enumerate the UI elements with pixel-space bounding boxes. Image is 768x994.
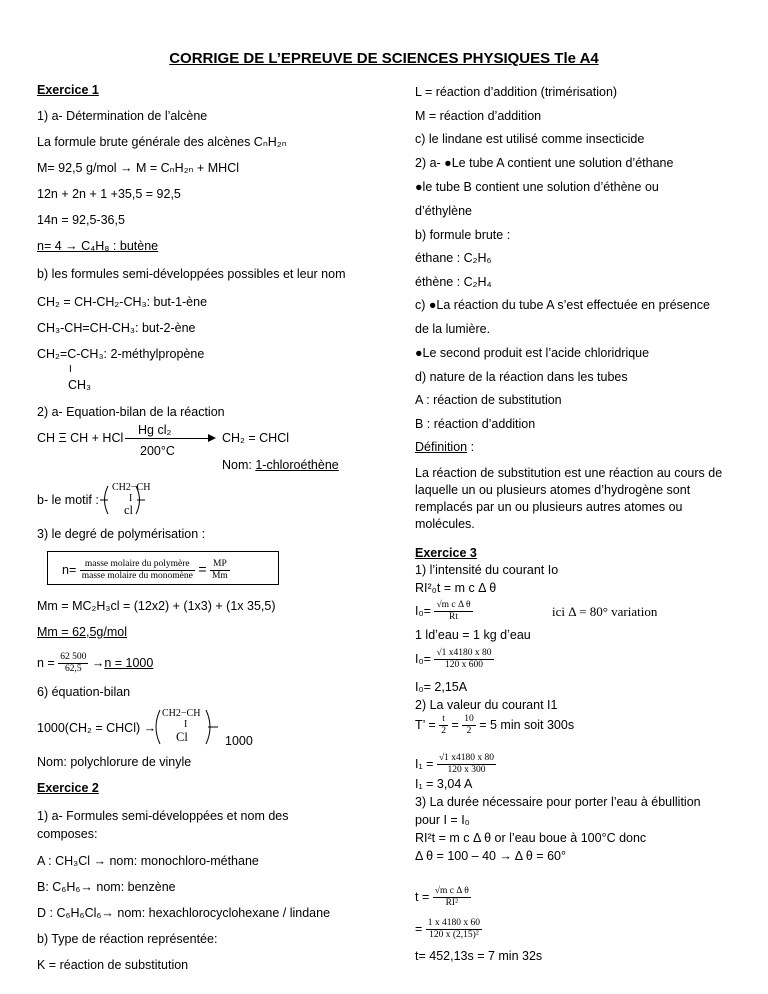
formula-t-numeric: = $\frac{1 x 4180 x 60}{\text{120 x (2,15)²}}$ bbox=[415, 918, 481, 940]
motif-chlorine: cl bbox=[124, 503, 134, 517]
n-calculation: n = $\frac{62 500}{62,5}$ →n = 1000 bbox=[37, 652, 154, 674]
reaction-reactants: CH Ξ CH + HCl bbox=[37, 431, 124, 445]
text-line: A : CH₃Cl → nom: monochloro-méthane bbox=[37, 854, 259, 868]
motif-bond: I bbox=[129, 493, 133, 504]
text-line: 6) équation-bilan bbox=[37, 685, 131, 699]
text-line: M = réaction d’addition bbox=[415, 109, 542, 123]
text-line: CH₃-CH=CH-CH₃: but-2-ène bbox=[37, 321, 196, 335]
text-line: 1) a- Détermination de l’alcène bbox=[37, 109, 208, 123]
motif-chain: CH2−CH bbox=[112, 482, 151, 493]
text-line: c) le lindane est utilisé comme insecticide bbox=[415, 132, 645, 146]
text-line: D : C₆H₆Cl₆→ nom: hexachlorocyclohexane / lindane bbox=[37, 906, 331, 920]
text-line: Δ θ = 100 – 40 → Δ θ = 60° bbox=[415, 849, 566, 863]
definition-label: Définition : bbox=[415, 440, 475, 454]
text-line: B : réaction d’addition bbox=[415, 417, 536, 431]
polymer-equation: 1000(CH₂ = CHCl) → bbox=[37, 721, 157, 735]
text-line: B: C₆H₆→ nom: benzène bbox=[37, 880, 176, 894]
text-line: 3) le degré de polymérisation : bbox=[37, 527, 206, 541]
formula-io: I₀= $\frac{\text{√m c Δ θ}}{Rt}$ bbox=[415, 600, 471, 622]
text-line: Nom: polychlorure de vinyle bbox=[37, 755, 192, 769]
reaction-product: CH₂ = CHCl bbox=[222, 431, 290, 445]
text-line: L = réaction d’addition (trimérisation) bbox=[415, 85, 618, 99]
text-line: 1) a- Formules semi-développées et nom des bbox=[37, 809, 289, 823]
text-line: CH₂=C-CH₃: 2-méthylpropène bbox=[37, 347, 205, 361]
motif-label: b- le motif : bbox=[37, 493, 99, 507]
polymer-index: 1000 bbox=[225, 734, 253, 748]
text-line: ●le tube B contient une solution d’éthène ou bbox=[415, 180, 659, 194]
text-line: éthane : C₂H₆ bbox=[415, 251, 492, 265]
text-line: b) Type de réaction représentée: bbox=[37, 932, 218, 946]
exercise-3-heading: Exercice 3 bbox=[415, 546, 477, 560]
branch-bond: I bbox=[69, 364, 72, 375]
reaction-arrow bbox=[125, 438, 211, 439]
text-line: Mm = MC₂H₃cl = (12x2) + (1x3) + (1x 35,5) bbox=[37, 599, 276, 613]
text-line: d’éthylène bbox=[415, 204, 472, 218]
polymer-bond: I bbox=[184, 719, 188, 730]
text-line: 1 ldʼeau = 1 kg dʼeau bbox=[415, 628, 531, 642]
text-line: de la lumière. bbox=[415, 322, 491, 336]
text-line: éthène : C₂H₄ bbox=[415, 275, 492, 289]
formula-t-prime: T’ = $\frac{t}{2}$ = $\frac{10}{2}$ = 5 min soit 300s bbox=[415, 714, 575, 736]
formula-io-numeric: I₀= $\frac{√1 x4180 x 80}{120 x 600}$ bbox=[415, 648, 492, 670]
text-line: CH₃ bbox=[68, 378, 92, 392]
polymer-chlorine: Cl bbox=[176, 730, 188, 744]
text-line: ●Le second produit est l’acide chloridrique bbox=[415, 346, 650, 360]
text-line: 2) a- Equation-bilan de la réaction bbox=[37, 405, 225, 419]
text-line: 14n = 92,5-36,5 bbox=[37, 213, 125, 227]
text-line: d) nature de la réaction dans les tubes bbox=[415, 370, 628, 384]
text-line: 2) La valeur du courant I1 bbox=[415, 698, 558, 712]
polymer-chain: CH2−CH bbox=[162, 708, 201, 719]
text-line: La formule brute générale des alcènes CₙH₂ₙ bbox=[37, 135, 287, 149]
formula-i1: I₁ = $\frac{√1 x4180 x 80}{120 x 300}$ bbox=[415, 753, 495, 775]
text-line: pour I = I₀ bbox=[415, 813, 470, 827]
exercise-1-heading: Exercice 1 bbox=[37, 83, 99, 97]
product-name: Nom: 1-chloroéthène bbox=[222, 458, 339, 472]
result-line: t= 452,13s = 7 min 32s bbox=[415, 949, 543, 963]
text-line: RI²t = m c Δ θ or l’eau boue à 100°C donc bbox=[415, 831, 647, 845]
text-line: 3) La durée nécessaire pour porter l’eau à ébullition bbox=[415, 795, 701, 809]
result-line: Mm = 62,5g/mol bbox=[37, 625, 127, 639]
reaction-catalyst: Hg cl₂ bbox=[138, 423, 172, 437]
reaction-temperature: 200°C bbox=[140, 444, 175, 458]
result-line: I₁ = 3,04 A bbox=[415, 777, 473, 791]
text-line: A : réaction de substitution bbox=[415, 393, 562, 407]
text-line: 1) l’intensité du courant Io bbox=[415, 563, 559, 577]
definition-text: La réaction de substitution est une réaction au cours de laquelle un ou plusieurs atomes d’hydrogène sont remplacés par un ou plusieurs autres atomes ou molécules. bbox=[415, 466, 723, 531]
text-line: c) ●La réaction du tube A s’est effectuée en présence bbox=[415, 298, 711, 312]
reaction-arrow-head bbox=[208, 434, 216, 442]
text-line: composes: bbox=[37, 827, 98, 841]
text-line: M= 92,5 g/mol → M = CₙH₂ₙ + MHCl bbox=[37, 161, 240, 175]
text-line: b) les formules semi-développées possibles et leur nom bbox=[37, 267, 346, 281]
formula-t: t = $\frac{\text{√m c Δ θ}}{\text{RI²}}$ bbox=[415, 886, 469, 908]
result-line: n= 4 → C₄H₈ : butène bbox=[37, 239, 159, 253]
variation-note: ici Δ = 80° variation bbox=[552, 604, 658, 619]
exercise-2-heading: Exercice 2 bbox=[37, 781, 99, 795]
result-line: I₀= 2,15A bbox=[415, 680, 468, 694]
text-line: 2) a- ●Le tube A contient une solution d’éthane bbox=[415, 156, 674, 170]
text-line: RI²₀t = m c Δ θ bbox=[415, 581, 497, 595]
text-line: CH₂ = CH-CH₂-CH₃: but-1-ène bbox=[37, 295, 208, 309]
text-line: b) formule brute : bbox=[415, 228, 511, 242]
page-title: CORRIGE DE L’EPREUVE DE SCIENCES PHYSIQUES Tle A4 bbox=[169, 50, 599, 67]
text-line: K = réaction de substitution bbox=[37, 958, 189, 972]
formula-n: n= $\frac{\text{masse molaire du polymère}}{\text{masse molaire du monomène}}$ = $\frac{MP}{Mm}$ bbox=[62, 559, 228, 581]
text-line: 12n + 2n + 1 +35,5 = 92,5 bbox=[37, 187, 181, 201]
